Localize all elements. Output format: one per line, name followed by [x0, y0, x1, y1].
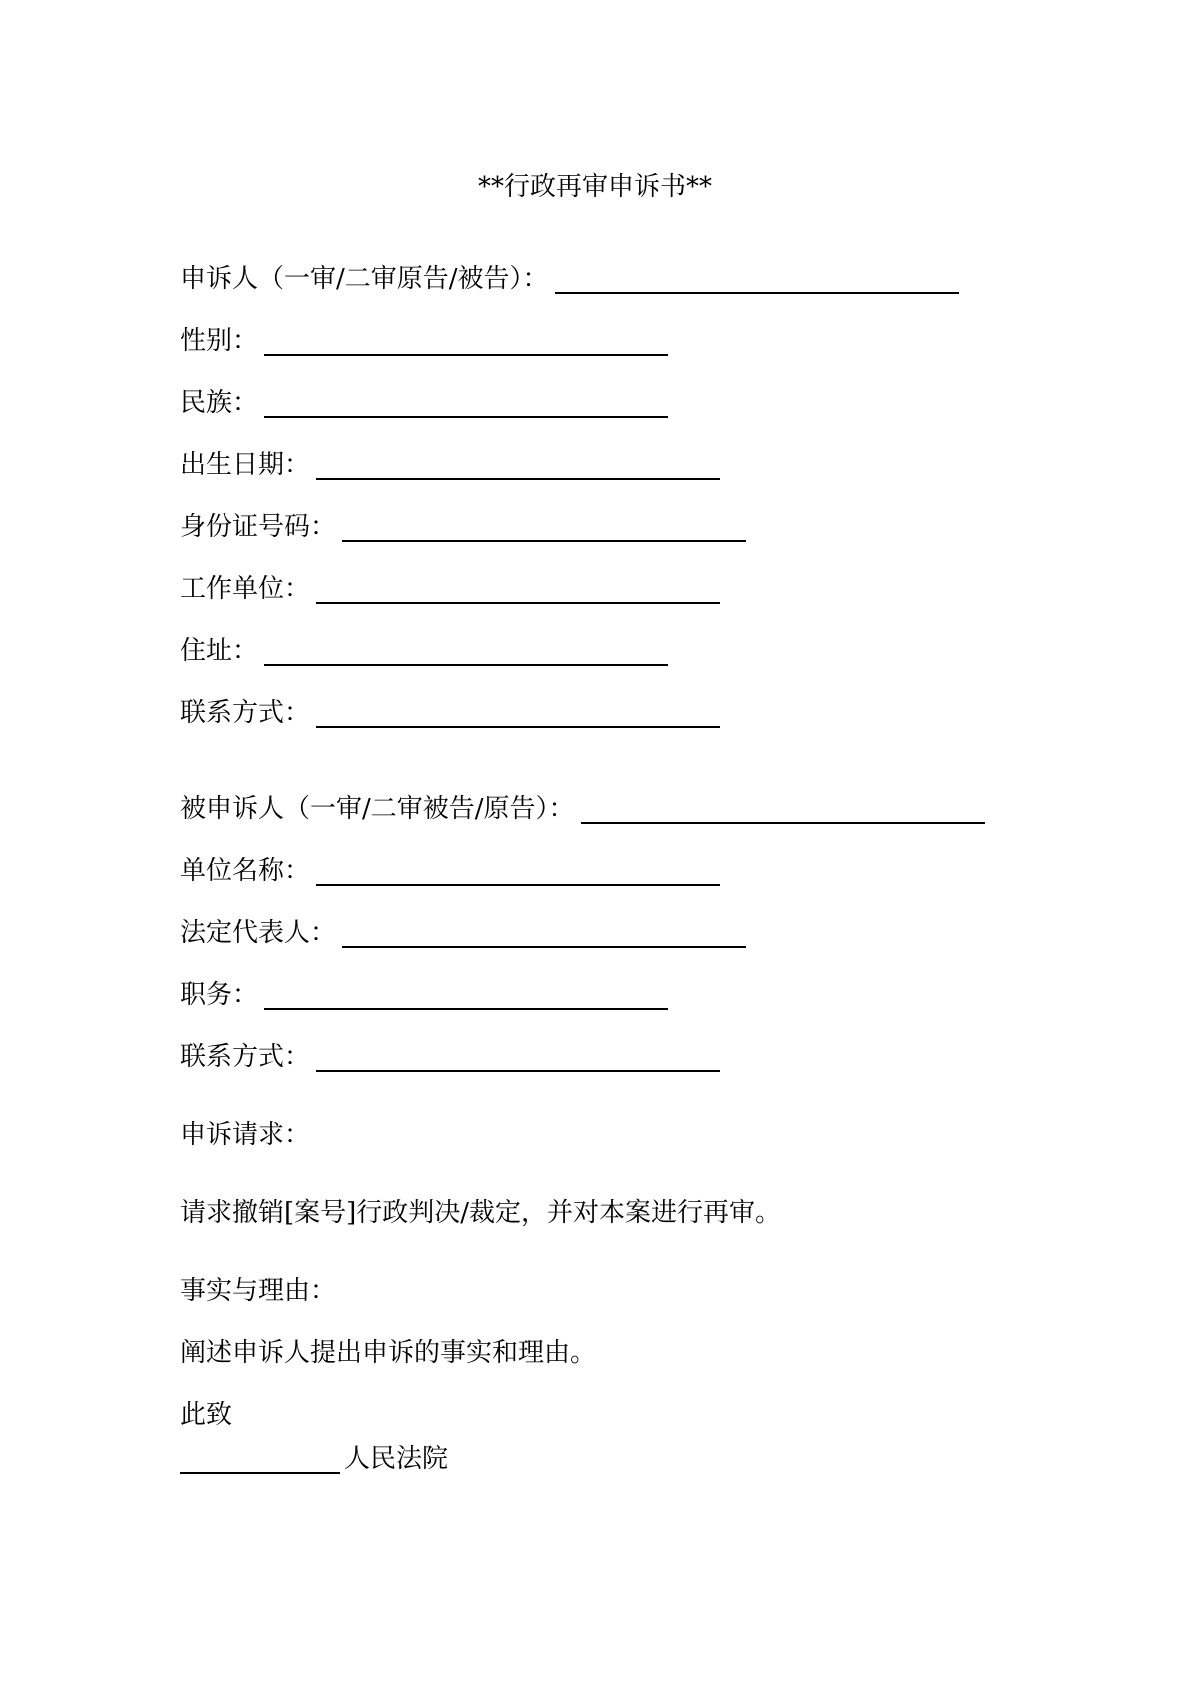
field-label: 住址：: [180, 636, 259, 666]
field-label: 民族：: [180, 388, 259, 418]
respondent-contact-row: [180, 1042, 720, 1072]
field-label: 单位名称：: [180, 856, 311, 886]
position-blank[interactable]: [264, 984, 668, 1010]
field-label: 联系方式：: [180, 1042, 311, 1072]
id-number-blank[interactable]: [342, 516, 746, 542]
closing: 此致: [180, 1400, 233, 1430]
birthdate-blank[interactable]: [316, 454, 720, 480]
legal-rep-blank[interactable]: [342, 922, 746, 948]
gender-blank[interactable]: [264, 330, 668, 356]
appellant-contact-row: [180, 698, 720, 728]
respondent-position-row: [180, 980, 668, 1010]
appellant-birthdate-row: [180, 450, 720, 480]
facts-heading: 事实与理由：: [180, 1276, 337, 1306]
field-label: 职务：: [180, 980, 259, 1010]
respondent-blank[interactable]: [581, 798, 985, 824]
respondent-label: 被申诉人（一审/二审被告/原告）：: [180, 794, 575, 824]
request-text: 请求撤销[案号]行政判决/裁定，并对本案进行再审。: [180, 1198, 782, 1228]
appellant-id-row: [180, 512, 746, 542]
document-title: **行政再审申诉书**: [477, 172, 712, 202]
appellant-blank[interactable]: [555, 268, 959, 294]
address-blank[interactable]: [264, 640, 668, 666]
field-label: 性别：: [180, 326, 259, 356]
unit-name-blank[interactable]: [316, 860, 720, 886]
field-label: 出生日期：: [180, 450, 311, 480]
employer-blank[interactable]: [316, 578, 720, 604]
court-blank[interactable]: [180, 1448, 340, 1474]
respondent-rep-row: [180, 918, 746, 948]
field-label: 身份证号码：: [180, 512, 337, 542]
respondent-unit-row: [180, 856, 720, 886]
ethnicity-blank[interactable]: [264, 392, 668, 418]
appellant-row: [180, 264, 959, 294]
field-label: 法定代表人：: [180, 918, 337, 948]
appellant-ethnicity-row: [180, 388, 668, 418]
appellant-label: 申诉人（一审/二审原告/被告）：: [180, 264, 549, 294]
facts-text: 阐述申诉人提出申诉的事实和理由。: [180, 1338, 597, 1368]
contact-blank[interactable]: [316, 702, 720, 728]
request-heading: 申诉请求：: [180, 1120, 311, 1150]
court-row: [180, 1444, 448, 1474]
appellant-address-row: [180, 636, 668, 666]
respondent-row: [180, 794, 985, 824]
court-suffix: 人民法院: [344, 1444, 449, 1474]
field-label: 联系方式：: [180, 698, 311, 728]
appellant-employer-row: [180, 574, 720, 604]
contact-blank[interactable]: [316, 1046, 720, 1072]
appellant-gender-row: [180, 326, 668, 356]
field-label: 工作单位：: [180, 574, 311, 604]
